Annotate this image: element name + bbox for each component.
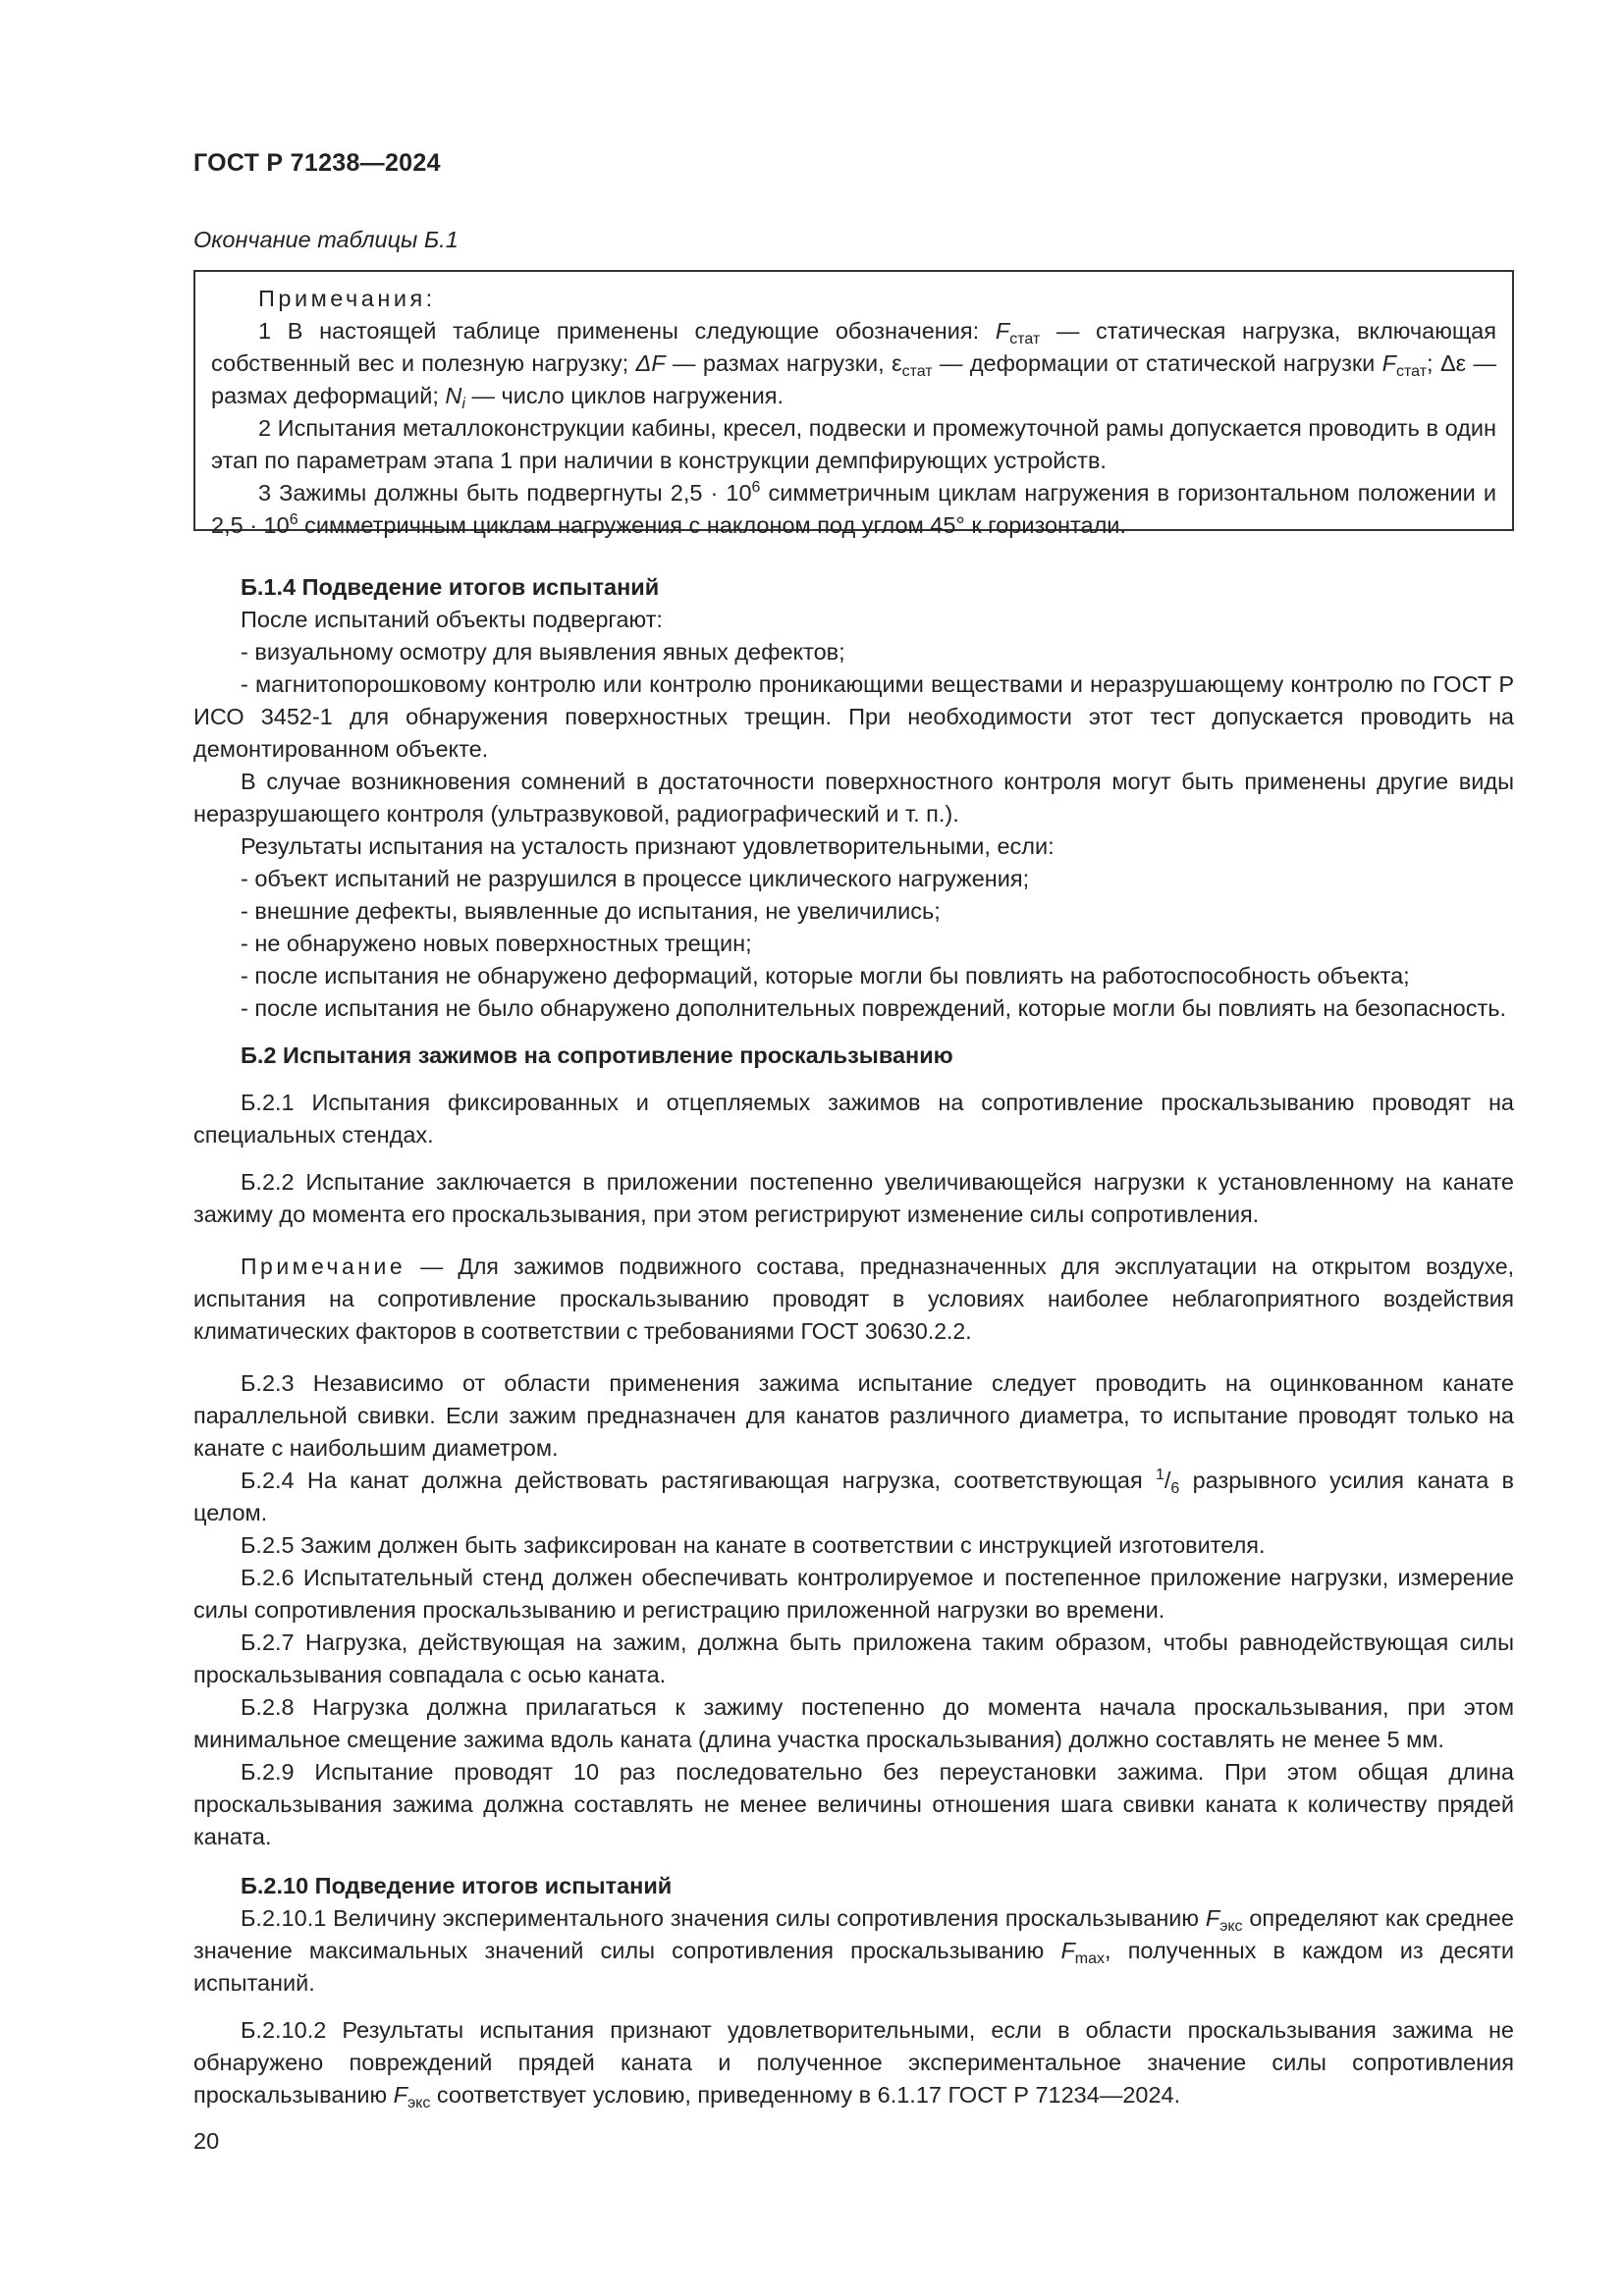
- note-b2-2: Примечание — Для зажимов подвижного состава, предназначенных для эксплуатации на открытом воздухе, испытания на сопротивление проскальзыванию проводят в условиях наиболее неблагоприятного воздействия климатических факторов в соответствии с требованиями ГОСТ 30630.2.2.: [193, 1254, 1514, 1344]
- page-content: [193, 571, 1514, 2111]
- heading-b2: Б.2 Испытания зажимов на сопротивление проскальзыванию: [241, 1042, 953, 1068]
- list-item: - визуальному осмотру для выявления явных дефектов;: [241, 639, 845, 665]
- table-notes-box: [193, 270, 1514, 538]
- paragraph-b2-7: Б.2.7 Нагрузка, действующая на зажим, должна быть приложена таким образом, чтобы равнодействующая силы проскальзывания совпадала с осью каната.: [193, 1629, 1514, 1687]
- table-caption: Окончание таблицы Б.1: [193, 227, 459, 252]
- list-item: - объект испытаний не разрушился в процессе циклического нагружения;: [241, 866, 1030, 891]
- list-item: - после испытания не обнаружено деформаций, которые могли бы повлиять на работоспособность объекта;: [241, 963, 1410, 988]
- paragraph-b2-4: Б.2.4 На канат должна действовать растягивающая нагрузка, соответствующая $^1/_6$ разрывного усилия каната в целом.: [193, 1467, 1515, 1525]
- paragraph-b2-3: Б.2.3 Независимо от области применения зажима испытание следует проводить на оцинкованном канате параллельной свивки. Если зажим предназначен для канатов различного диаметра, то испытание проводят только на канате с наибольшим диаметром.: [193, 1370, 1514, 1461]
- paragraph: В случае возникновения сомнений в достаточности поверхностного контроля могут быть применены другие виды неразрушающего контроля (ультразвуковой, радиографический и т. п.).: [193, 769, 1514, 827]
- paragraph-b2-5: Б.2.5 Зажим должен быть зафиксирован на канате в соответствии с инструкцией изготовителя.: [241, 1532, 1266, 1558]
- paragraph-b2-6: Б.2.6 Испытательный стенд должен обеспечивать контролируемое и постепенное приложение нагрузки, измерение силы сопротивления проскальзыванию и регистрацию приложенной нагрузки во времени.: [193, 1565, 1514, 1623]
- note-2: 2 Испытания металлоконструкции кабины, кресел, подвески и промежуточной рамы допускается проводить в один этап по параметрам этапа 1 при наличии в конструкции демпфирующих устройств.: [211, 415, 1496, 473]
- note-3: 3 Зажимы должны быть подвергнуты $2,5 \cdot 10^6$ симметричным циклам нагружения в горизонтальном положении и $2,5 \cdot 10^6$ симметричным циклам нагружения с наклоном под углом 45° к горизонтали.: [211, 479, 1497, 538]
- list-item: - внешние дефекты, выявленные до испытания, не увеличились;: [241, 898, 941, 924]
- paragraph-b2-2: Б.2.2 Испытание заключается в приложении постепенно увеличивающейся нагрузки к установленному на канате зажиму до момента его проскальзывания, при этом регистрируют изменение силы сопротивления.: [193, 1169, 1514, 1227]
- paragraph: Результаты испытания на усталость признают удовлетворительными, если:: [241, 833, 1055, 859]
- heading-b1-4: Б.1.4 Подведение итогов испытаний: [241, 574, 660, 600]
- paragraph: После испытаний объекты подвергают:: [241, 607, 663, 632]
- paragraph-b2-8: Б.2.8 Нагрузка должна прилагаться к зажиму постепенно до момента начала проскальзывания, при этом минимальное смещение зажима вдоль каната (длина участка проскальзывания) должно составлять не менее 5 мм.: [193, 1694, 1514, 1752]
- paragraph-b2-9: Б.2.9 Испытание проводят 10 раз последовательно без переустановки зажима. При этом общая длина проскальзывания зажима должна составлять не менее величины отношения шага свивки каната к количеству прядей каната.: [193, 1759, 1514, 1849]
- page-number: 20: [193, 2128, 220, 2154]
- list-item: - после испытания не было обнаружено дополнительных повреждений, которые могли бы повлиять на безопасность.: [241, 995, 1506, 1021]
- list-item: - магнитопорошковому контролю или контролю проникающими веществами и неразрушающему контролю по ГОСТ Р ИСО 3452-1 для обнаружения поверхностных трещин. При необходимости этот тест допускается проводить на демонтированном объекте.: [193, 671, 1514, 762]
- heading-b2-10: Б.2.10 Подведение итогов испытаний: [241, 1873, 673, 1898]
- notes-title: Примечания:: [258, 286, 436, 311]
- paragraph-b2-10-2: Б.2.10.2 Результаты испытания признают удовлетворительными, если в области проскальзывания зажима не обнаружено повреждений прядей каната и полученное экспериментальное значение силы сопротивления проскальзыванию $F_{экс}$ соответствует условию, приведенному в 6.1.17 ГОСТ Р 71234—2024.: [193, 2017, 1514, 2111]
- paragraph-b2-1: Б.2.1 Испытания фиксированных и отцепляемых зажимов на сопротивление проскальзыванию проводят на специальных стендах.: [193, 1090, 1514, 1148]
- note-1: 1 В настоящей таблице применены следующие обозначения: $F_{стат}$ — статическая нагрузка, включающая собственный вес и полезную нагрузку; ΔF — размах нагрузки, $\varepsilon_{стат}$ — деформации от статической нагрузки $F_{стат}$; Δε — размах деформаций; $N_i$ — число циклов нагружения.: [211, 318, 1496, 412]
- paragraph-b2-10-1: Б.2.10.1 Величину экспериментального значения силы сопротивления проскальзыванию $F_{экс}$ определяют как среднее значение максимальных значений силы сопротивления проскальзыванию $F_{max}$, полученных в каждом из десяти испытаний.: [193, 1905, 1515, 1996]
- list-item: - не обнаружено новых поверхностных трещин;: [241, 931, 752, 956]
- document-header: ГОСТ Р 71238—2024: [193, 149, 441, 177]
